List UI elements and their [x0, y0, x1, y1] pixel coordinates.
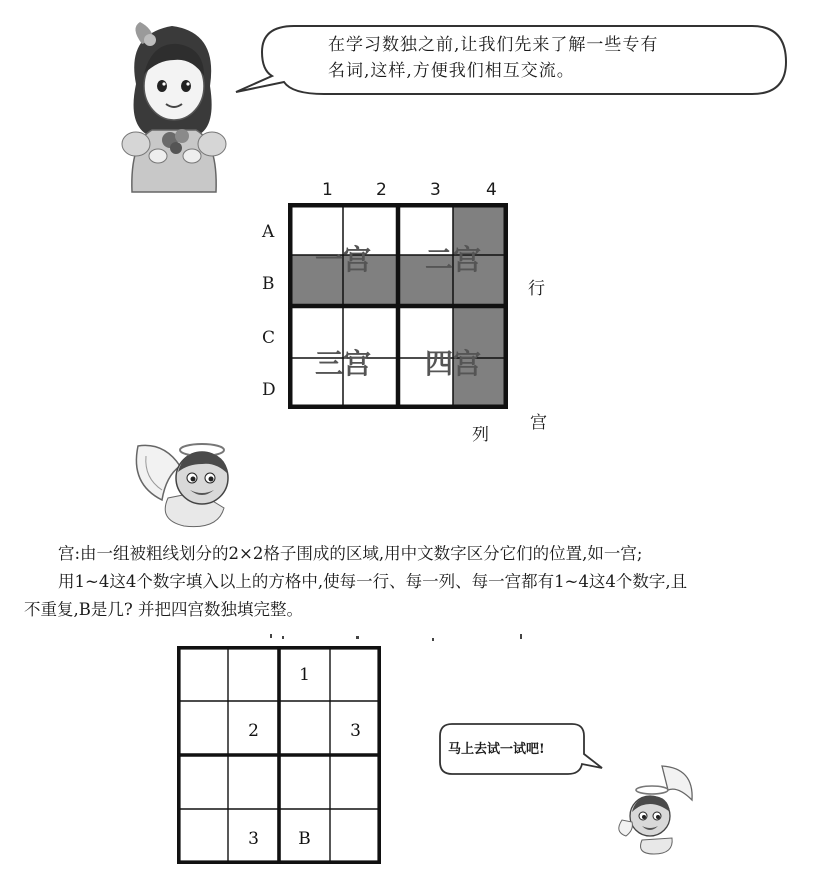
sudoku-puzzle-grid: [177, 646, 381, 864]
box-label-3: 三宫: [314, 347, 372, 380]
definition-paragraph: 宫:由一组被粗线划分的2×2格子围成的区域,用中文数字区分它们的位置,如一宫;: [58, 544, 643, 563]
scan-specks: [268, 632, 538, 644]
row-letter-c: C: [262, 328, 276, 348]
column-term-label: 列: [472, 425, 489, 445]
girl-illustration: [112, 14, 232, 194]
column-number-4: 4: [486, 180, 497, 200]
intro-line-2: 名词,这样,方便我们相互交流。: [328, 61, 575, 81]
terminology-grid: [288, 203, 508, 409]
puzzle-cell-r2-c4: 3: [350, 721, 361, 741]
box-label-2: 二宫: [424, 243, 482, 276]
intro-bubble-text: [328, 32, 748, 84]
task-paragraph-line-1: 用1~4这4个数字填入以上的方格中,使每一行、每一列、每一宫都有1~4这4个数字,且: [58, 572, 688, 591]
box-label-1: 一宫: [314, 243, 372, 276]
puzzle-cell-r4-c2: 3: [248, 829, 259, 849]
puzzle-cell-r1-c3: 1: [299, 665, 310, 685]
small-angel-illustration: [612, 760, 696, 856]
column-number-3: 3: [430, 180, 441, 200]
row-letter-a: A: [262, 222, 275, 242]
column-number-1: 1: [322, 180, 333, 200]
angel-illustration: [128, 426, 250, 530]
try-it-bubble-text: 马上去试一试吧!: [448, 742, 545, 757]
row-term-label: 行: [528, 279, 545, 299]
row-letter-d: D: [262, 380, 276, 400]
puzzle-cell-r2-c2: 2: [248, 721, 259, 741]
box-term-label: 宫: [530, 413, 547, 433]
column-number-2: 2: [376, 180, 387, 200]
intro-line-1: 在学习数独之前,让我们先来了解一些专有: [328, 35, 659, 55]
row-letter-b: B: [262, 274, 275, 294]
puzzle-cell-r4-c3: B: [298, 829, 311, 849]
task-paragraph-line-2: 不重复,B是几? 并把四宫数独填完整。: [24, 600, 303, 619]
box-label-4: 四宫: [424, 347, 482, 380]
